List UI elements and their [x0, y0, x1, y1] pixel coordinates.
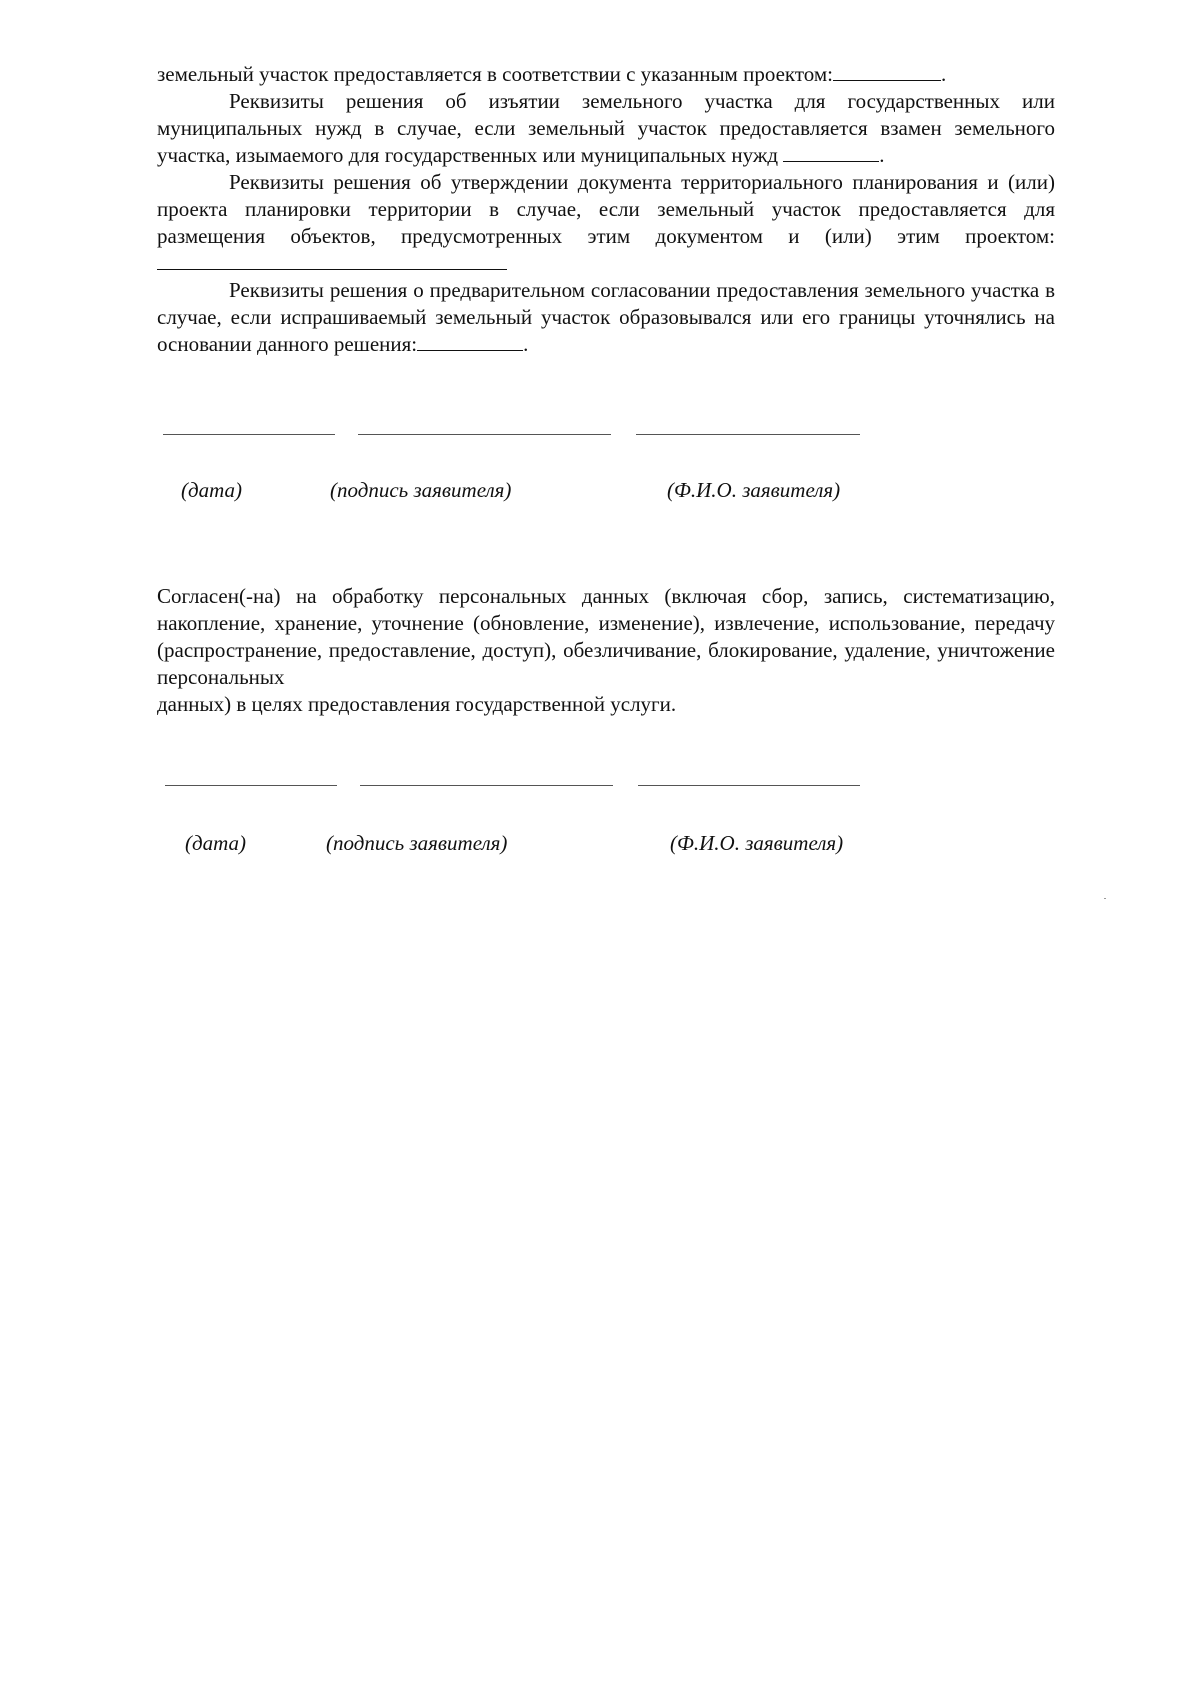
- signature-caption-2: (подпись заявителя): [326, 831, 508, 855]
- consent-text: Согласен(-на) на обработку персональных данных (включая сбор, запись, систематизацию, накопление, хранение, уточнение (обновление, изменение), извлечение, использование, передачу (распространение, предоставление, доступ), обезличивание, блокирование, удаление, уничтожение персональных: [157, 584, 1055, 689]
- fill-in-blank-4[interactable]: [417, 332, 523, 351]
- name-caption-1: (Ф.И.О. заявителя): [667, 478, 841, 502]
- consent-text-last-line: данных) в целях предоставления государственной услуги.: [157, 692, 677, 716]
- fill-in-blank-3[interactable]: [157, 251, 507, 270]
- signature-line-1[interactable]: [358, 434, 611, 435]
- scan-speck: [1104, 898, 1106, 899]
- paragraph-4-period: .: [523, 332, 529, 356]
- date-caption-2: (дата): [185, 831, 247, 855]
- paragraph-2-text: Реквизиты решения об изъятии земельного участка для государственных или муниципальных нужд в случае, если земельный участок предоставляется взамен земельного участка, изымаемого для государственных или муниципальных нужд: [157, 89, 1055, 167]
- fill-in-blank-2[interactable]: [783, 143, 879, 162]
- date-caption-1: (дата): [181, 478, 243, 502]
- signature-caption-1: (подпись заявителя): [330, 478, 512, 502]
- consent-paragraph: [157, 583, 1055, 718]
- paragraph-2-period: .: [879, 143, 885, 167]
- name-line-2[interactable]: [638, 785, 860, 786]
- date-line-1[interactable]: [163, 434, 335, 435]
- signature-line-2[interactable]: [360, 785, 613, 786]
- paragraph-1-period: .: [940, 62, 947, 86]
- requisites-block: [157, 61, 1055, 358]
- paragraph-seizure-requisites: [157, 88, 1055, 169]
- paragraph-3-text: Реквизиты решения об утверждении документа территориального планирования и (или) проекта планировки территории в случае, если земельный участок предоставляется для размещения объектов, предусмотренных этим документом и (или) этим проектом:: [157, 170, 1055, 248]
- paragraph-4-text: Реквизиты решения о предварительном согласовании предоставления земельного участка в случае, если испрашиваемый земельный участок образовывался или его границы уточнялись на основании данного решения:: [157, 278, 1055, 356]
- fill-in-blank-1[interactable]: [833, 62, 941, 81]
- name-caption-2: (Ф.И.О. заявителя): [670, 831, 844, 855]
- paragraph-project-requisites: [157, 61, 1055, 88]
- consent-block: [157, 583, 1055, 718]
- paragraph-preliminary-approval-requisites: [157, 277, 1055, 358]
- paragraph-planning-requisites: [157, 169, 1055, 277]
- name-line-1[interactable]: [636, 434, 860, 435]
- date-line-2[interactable]: [165, 785, 337, 786]
- paragraph-1-text: земельный участок предоставляется в соответствии с указанным проектом:: [157, 62, 833, 86]
